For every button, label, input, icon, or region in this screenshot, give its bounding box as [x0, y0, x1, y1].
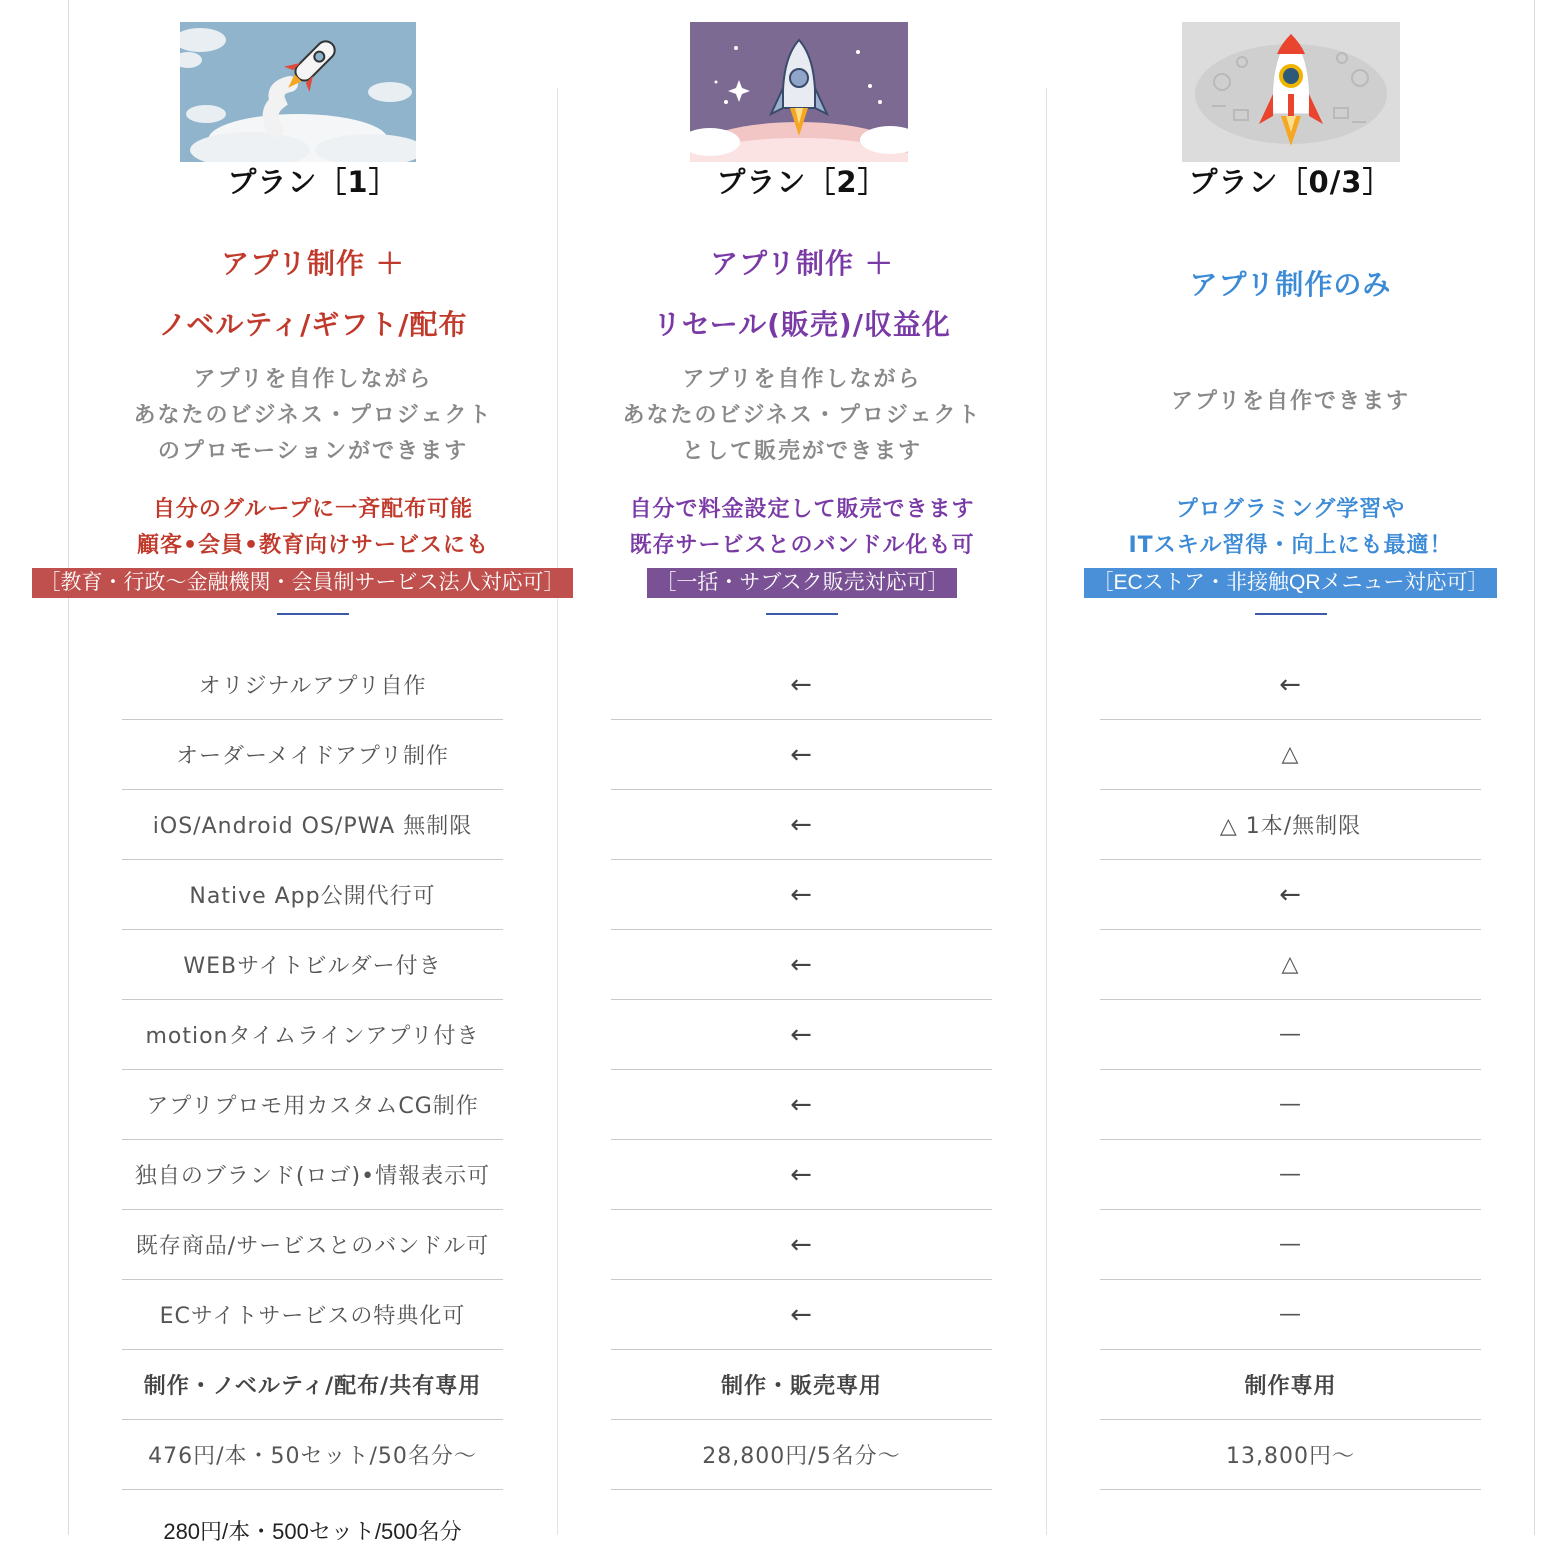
- table-row: motionタイムラインアプリ付き: [122, 1000, 503, 1070]
- table-row: ←: [611, 790, 992, 860]
- plan-description: [557, 362, 1047, 470]
- plan-headline-line-2: ノベルティ/ギフト/配布: [158, 308, 468, 341]
- table-row: Native App公開代行可: [122, 860, 503, 930]
- rocket-space-purple-icon: [690, 22, 908, 162]
- description-line: アプリを自作しながら: [682, 367, 922, 392]
- table-row: —: [1100, 1280, 1481, 1350]
- plan-title: プラン［2］: [716, 165, 888, 199]
- table-row: ←: [611, 930, 992, 1000]
- table-row: —: [1100, 1140, 1481, 1210]
- table-row: ←: [611, 650, 992, 720]
- plan-headline-line-1: アプリ制作 ＋: [710, 247, 894, 280]
- plan-card-1: [39, 0, 565, 1548]
- table-row: ECサイトサービスの特典化可: [122, 1280, 503, 1350]
- table-row: オリジナルアプリ自作: [122, 650, 503, 720]
- description-line: アプリを自作できます: [1170, 389, 1411, 414]
- plan-highlight: [1046, 492, 1535, 564]
- table-row-price: 28,800円/5名分〜: [611, 1420, 992, 1490]
- plan-card-3: [1046, 0, 1535, 1548]
- table-row: △ 1本/無制限: [1100, 790, 1481, 860]
- table-row: ←: [611, 1070, 992, 1140]
- table-row: ←: [611, 1140, 992, 1210]
- feature-table: [1100, 650, 1481, 1490]
- feature-table: [611, 650, 992, 1490]
- plan-title: プラン［1］: [227, 165, 399, 199]
- plan-card-2: [557, 0, 1047, 1548]
- plan-headline-line-1: アプリ制作のみ: [1189, 268, 1392, 301]
- table-row-price: 280円/本・500セット/500名分: [163, 1519, 462, 1544]
- table-row: アプリプロモ用カスタムCG制作: [122, 1070, 503, 1140]
- table-row: ←: [611, 860, 992, 930]
- table-row: 独自のブランド(ロゴ)•情報表示可: [122, 1140, 503, 1210]
- highlight-line: 顧客•会員•教育向けサービスにも: [136, 533, 490, 558]
- section-rule: [1255, 613, 1327, 615]
- plan-badge: ［ECストア・非接触QRメニュー対応可］: [1084, 568, 1496, 598]
- plan-description: [68, 362, 558, 470]
- rocket-launch-sky-icon: [180, 22, 416, 162]
- highlight-line: 自分で料金設定して販売できます: [629, 497, 975, 522]
- plan-badge: ［一括・サブスク販売対応可］: [647, 568, 956, 598]
- table-row: —: [1100, 1210, 1481, 1280]
- table-row: iOS/Android OS/PWA 無制限: [122, 790, 503, 860]
- table-row: ←: [611, 1000, 992, 1070]
- table-row: ←: [611, 1280, 992, 1350]
- description-line: として販売ができます: [681, 439, 922, 464]
- section-rule: [277, 613, 349, 615]
- table-row-price: 476円/本・50セット/50名分〜: [122, 1420, 503, 1490]
- table-row: オーダーメイドアプリ制作: [122, 720, 503, 790]
- table-row: —: [1100, 1000, 1481, 1070]
- section-rule: [766, 613, 838, 615]
- highlight-line: ITスキル習得・向上にも最適！: [1128, 533, 1453, 558]
- description-line: あなたのビジネス・プロジェクト: [622, 403, 982, 428]
- table-row: —: [1100, 1070, 1481, 1140]
- plan-highlight: [68, 492, 558, 564]
- plan-title: プラン［0/3］: [1188, 165, 1393, 199]
- highlight-line: プログラミング学習や: [1175, 497, 1406, 522]
- table-row: ←: [611, 1210, 992, 1280]
- plan-highlight: [557, 492, 1047, 564]
- plan-description: [1046, 384, 1535, 420]
- rocket-tech-cloud-icon: [1182, 22, 1400, 162]
- table-row: ←: [1100, 860, 1481, 930]
- table-row: △: [1100, 930, 1481, 1000]
- table-row-price: 13,800円〜: [1100, 1420, 1481, 1490]
- table-row: △: [1100, 720, 1481, 790]
- table-row: ←: [611, 720, 992, 790]
- plan-headline-line-1: アプリ制作 ＋: [221, 247, 405, 280]
- plan-badge: ［教育・行政〜金融機関・会員制サービス法人対応可］: [32, 568, 573, 598]
- table-row-usage: 制作専用: [1100, 1350, 1481, 1420]
- highlight-line: 既存サービスとのバンドル化も可: [629, 533, 975, 558]
- plan-headline-line-2: リセール(販売)/収益化: [653, 308, 951, 341]
- table-row-usage: 制作・販売専用: [611, 1350, 992, 1420]
- description-line: アプリを自作しながら: [193, 367, 433, 392]
- highlight-line: 自分のグループに一斉配布可能: [152, 497, 474, 522]
- table-row: WEBサイトビルダー付き: [122, 930, 503, 1000]
- feature-table: [122, 650, 503, 1546]
- table-row: 既存商品/サービスとのバンドル可: [122, 1210, 503, 1280]
- table-row-usage: 制作・ノベルティ/配布/共有専用: [122, 1350, 503, 1420]
- description-line: あなたのビジネス・プロジェクト: [133, 403, 493, 428]
- description-line: のプロモーションができます: [157, 439, 469, 464]
- table-row: ←: [1100, 650, 1481, 720]
